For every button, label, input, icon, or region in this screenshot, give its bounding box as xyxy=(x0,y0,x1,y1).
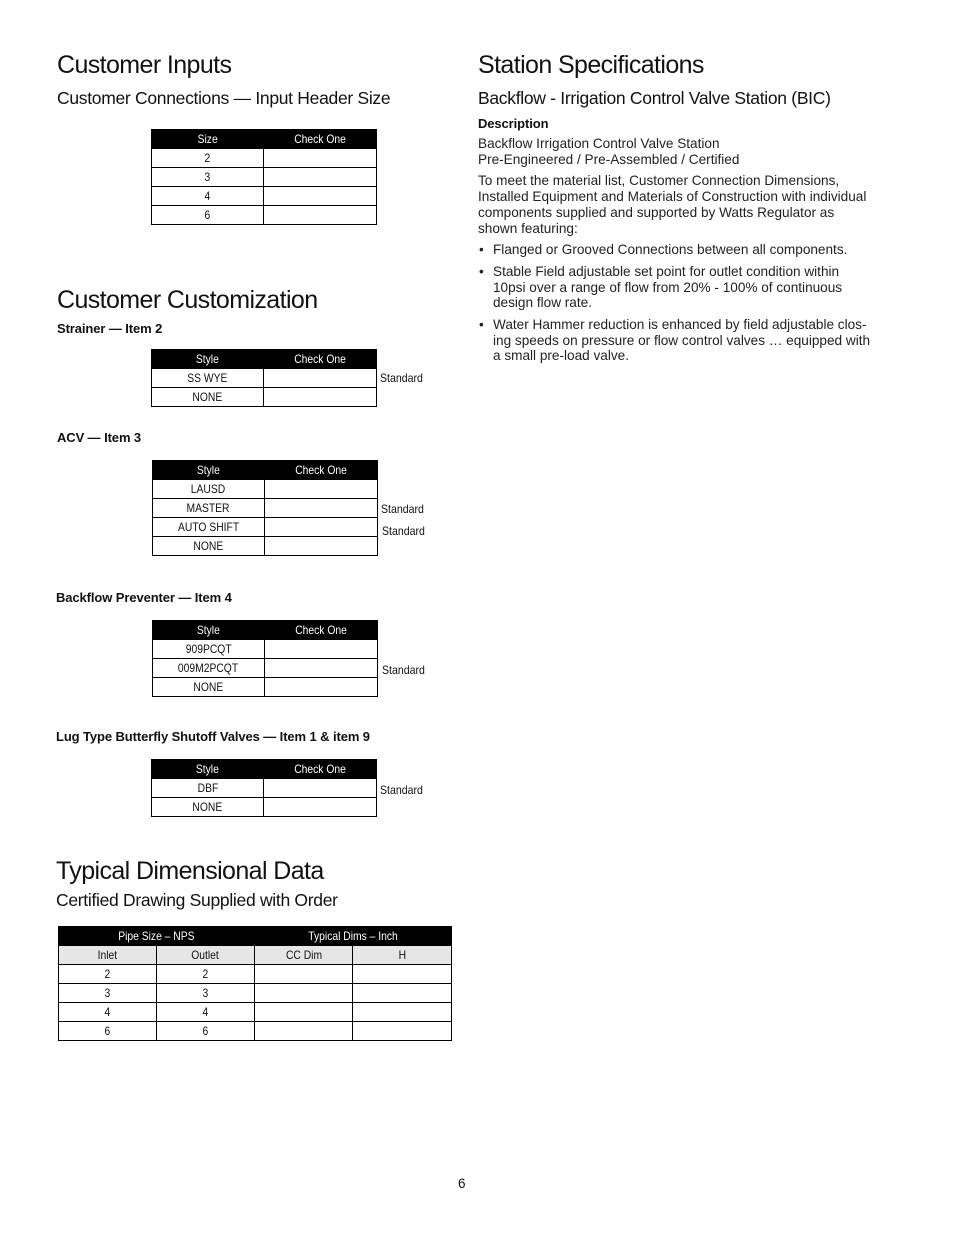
table-row xyxy=(153,640,378,659)
acv-table xyxy=(152,460,378,556)
acv-standard-note-1: Standard xyxy=(381,502,424,516)
size-cell: 6 xyxy=(152,206,264,225)
station-description xyxy=(478,136,874,364)
check-cell[interactable] xyxy=(265,678,378,697)
cc-dim-cell[interactable] xyxy=(255,1022,353,1041)
style-cell: NONE xyxy=(153,537,265,556)
h-cell[interactable] xyxy=(353,984,452,1003)
acv-standard-note-2: Standard xyxy=(382,524,425,538)
check-cell[interactable] xyxy=(264,206,377,225)
table-row xyxy=(152,206,377,225)
pipe-size-header: Pipe Size – NPS xyxy=(59,927,255,946)
check-cell[interactable] xyxy=(264,149,377,168)
table-row xyxy=(153,518,378,537)
table-row xyxy=(152,187,377,206)
style-header: Style xyxy=(153,461,265,480)
check-cell[interactable] xyxy=(265,659,378,678)
inlet-cell: 4 xyxy=(59,1003,157,1022)
certified-drawing-subtitle: Certified Drawing Supplied with Order xyxy=(56,890,338,910)
butterfly-standard-note: Standard xyxy=(380,783,423,797)
style-cell: SS WYE xyxy=(152,369,264,388)
inlet-header: Inlet xyxy=(59,946,157,965)
style-cell: AUTO SHIFT xyxy=(153,518,265,537)
style-cell: NONE xyxy=(152,798,264,817)
check-cell[interactable] xyxy=(265,499,378,518)
inlet-cell: 2 xyxy=(59,965,157,984)
h-cell[interactable] xyxy=(353,1003,452,1022)
check-one-header: Check One xyxy=(264,760,377,779)
butterfly-table xyxy=(151,759,377,817)
check-one-header: Check One xyxy=(264,130,377,149)
list-item: • Water Hammer reduction is enhanced by field adjustable clos-ing speeds on pressure or flow control valves … equipped with a small pre-load valve. xyxy=(478,317,874,364)
table-row xyxy=(59,1003,452,1022)
dimensional-table xyxy=(58,926,452,1041)
outlet-cell: 6 xyxy=(157,1022,255,1041)
cc-dim-cell[interactable] xyxy=(255,965,353,984)
outlet-cell: 2 xyxy=(157,965,255,984)
style-cell: NONE xyxy=(153,678,265,697)
table-row xyxy=(59,965,452,984)
table-row xyxy=(59,984,452,1003)
table-row xyxy=(153,537,378,556)
list-item: • Stable Field adjustable set point for outlet condition within 10psi over a range of flow from 20% - 100% of continuous design flow rate. xyxy=(478,264,874,311)
style-cell: DBF xyxy=(152,779,264,798)
inlet-cell: 3 xyxy=(59,984,157,1003)
desc-line-2: Pre-Engineered / Pre-Assembled / Certified xyxy=(478,151,740,167)
style-cell: NONE xyxy=(152,388,264,407)
inlet-cell: 6 xyxy=(59,1022,157,1041)
table-row xyxy=(152,388,377,407)
cc-dim-cell[interactable] xyxy=(255,1003,353,1022)
input-header-size-table xyxy=(151,129,377,225)
h-cell[interactable] xyxy=(353,965,452,984)
table-row xyxy=(153,480,378,499)
list-item: • Flanged or Grooved Connections between all components. xyxy=(478,242,874,258)
strainer-label: Strainer — Item 2 xyxy=(57,321,163,336)
table-row xyxy=(153,659,378,678)
check-cell[interactable] xyxy=(264,369,377,388)
desc-paragraph: To meet the material list, Customer Connection Dimensions, Installed Equipment and Materials of Construction with individual components supplied and supported by Watts Regulator as shown featuring: xyxy=(478,173,867,236)
backflow-label: Backflow Preventer — Item 4 xyxy=(56,590,232,605)
check-cell[interactable] xyxy=(265,640,378,659)
station-specifications-title: Station Specifications xyxy=(478,51,704,79)
table-row xyxy=(152,779,377,798)
customer-customization-title: Customer Customization xyxy=(57,286,318,314)
table-row xyxy=(153,499,378,518)
strainer-standard-note: Standard xyxy=(380,371,423,385)
typical-dims-header: Typical Dims – Inch xyxy=(255,927,452,946)
check-one-header: Check One xyxy=(265,461,378,480)
dimensional-data-title: Typical Dimensional Data xyxy=(56,857,324,885)
check-cell[interactable] xyxy=(264,388,377,407)
check-cell[interactable] xyxy=(265,518,378,537)
desc-line-1: Backflow Irrigation Control Valve Station xyxy=(478,136,720,151)
table-row xyxy=(152,168,377,187)
page-number: 6 xyxy=(458,1176,466,1191)
outlet-cell: 4 xyxy=(157,1003,255,1022)
size-header: Size xyxy=(152,130,264,149)
style-cell: MASTER xyxy=(153,499,265,518)
table-row xyxy=(152,149,377,168)
backflow-table xyxy=(152,620,378,697)
h-header: H xyxy=(353,946,452,965)
table-row xyxy=(152,798,377,817)
check-one-header: Check One xyxy=(264,350,377,369)
cc-dim-cell[interactable] xyxy=(255,984,353,1003)
style-header: Style xyxy=(152,350,264,369)
style-cell: LAUSD xyxy=(153,480,265,499)
outlet-header: Outlet xyxy=(157,946,255,965)
check-cell[interactable] xyxy=(264,187,377,206)
check-cell[interactable] xyxy=(265,537,378,556)
check-cell[interactable] xyxy=(264,779,377,798)
size-cell: 4 xyxy=(152,187,264,206)
size-cell: 2 xyxy=(152,149,264,168)
style-cell: 909PCQT xyxy=(153,640,265,659)
strainer-table xyxy=(151,349,377,407)
check-cell[interactable] xyxy=(264,168,377,187)
acv-label: ACV — Item 3 xyxy=(57,430,142,445)
customer-connections-subtitle: Customer Connections — Input Header Size xyxy=(57,88,391,108)
table-row xyxy=(152,369,377,388)
table-row xyxy=(153,678,378,697)
style-cell: 009M2PCQT xyxy=(153,659,265,678)
table-row xyxy=(59,1022,452,1041)
bic-subtitle: Backflow - Irrigation Control Valve Station (BIC) xyxy=(478,88,831,108)
backflow-standard-note: Standard xyxy=(382,663,425,677)
check-cell[interactable] xyxy=(265,480,378,499)
outlet-cell: 3 xyxy=(157,984,255,1003)
style-header: Style xyxy=(153,621,265,640)
check-one-header: Check One xyxy=(265,621,378,640)
cc-dim-header: CC Dim xyxy=(255,946,353,965)
customer-inputs-title: Customer Inputs xyxy=(57,51,232,79)
style-header: Style xyxy=(152,760,264,779)
butterfly-label: Lug Type Butterfly Shutoff Valves — Item 1 & item 9 xyxy=(56,729,370,744)
feature-list xyxy=(478,242,874,364)
check-cell[interactable] xyxy=(264,798,377,817)
description-label: Description xyxy=(478,116,549,131)
size-cell: 3 xyxy=(152,168,264,187)
h-cell[interactable] xyxy=(353,1022,452,1041)
